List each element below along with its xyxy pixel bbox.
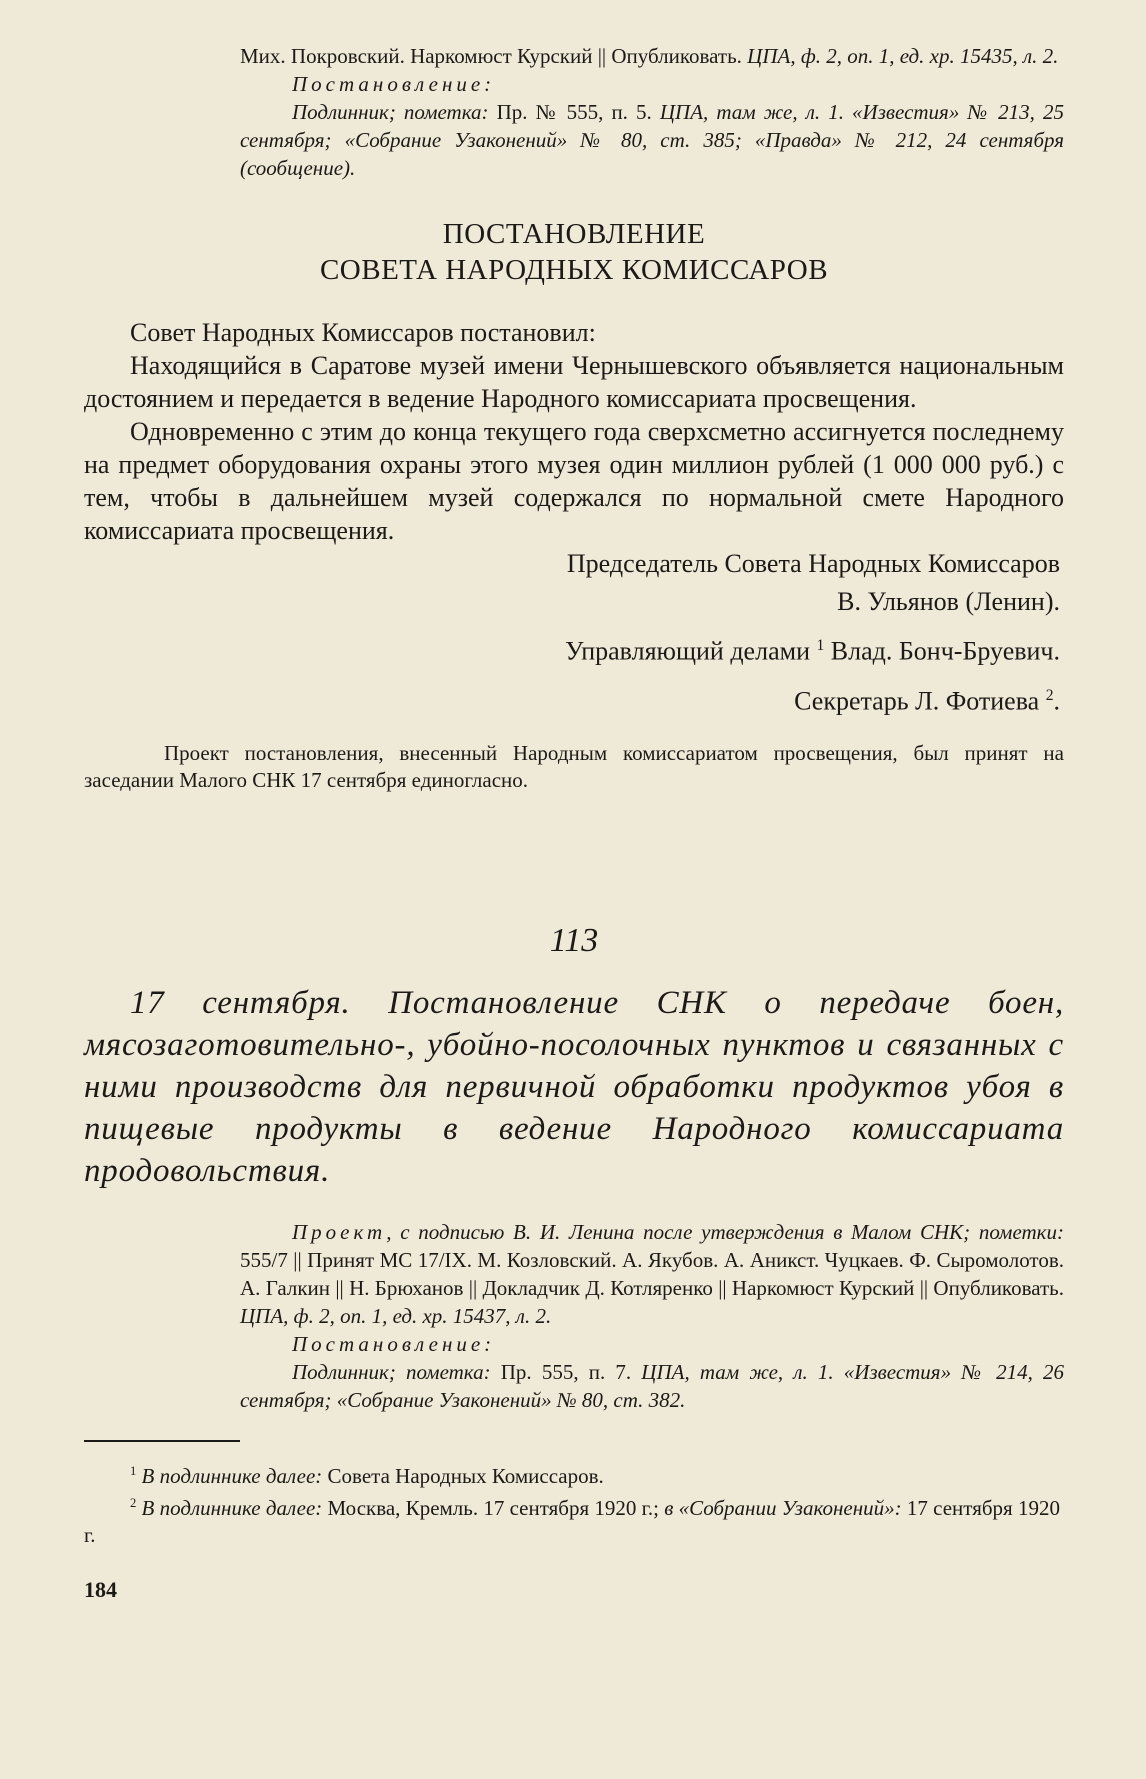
decree-body bbox=[84, 316, 1064, 547]
footnote-ref-1: 1 bbox=[816, 637, 825, 654]
signature-secretary: Секретарь Л. Фотиева $^2$. bbox=[794, 686, 1060, 716]
footnote-divider bbox=[84, 1440, 240, 1442]
post-label: Постановление: bbox=[292, 72, 496, 96]
decree-paragraph-2: Находящийся в Саратове музей имени Чернышевского объявляется национальным достоянием и передается в ведение Народного комиссариата просвещения. bbox=[84, 351, 1064, 413]
footnote-1: $^1$ В подлиннике далее: Совета Народных Комиссаров. bbox=[130, 1464, 604, 1489]
footnote-2: $^2$ В подлиннике далее: Москва, Кремль. 17 сентября 1920 г.; в «Собрании Узаконений»: 17 сентября 1920 г. bbox=[84, 1496, 1060, 1548]
book-page bbox=[84, 42, 1064, 1603]
post-label-113: Постановление: bbox=[292, 1332, 496, 1357]
orig-text: Пр. № 555, п. 5. bbox=[488, 100, 660, 124]
title-line1: ПОСТАНОВЛЕНИЕ bbox=[442, 218, 706, 250]
footnotes bbox=[84, 1458, 1064, 1549]
orig-label: Подлинник; пометка: bbox=[292, 100, 489, 124]
notes-line1: Мих. Покровский. Наркомюст Курский || Опубликовать. bbox=[240, 44, 748, 68]
title-line2: СОВЕТА НАРОДНЫХ КОМИССАРОВ bbox=[319, 254, 829, 286]
project-label: Проект bbox=[292, 1220, 387, 1245]
document-heading: 17 сентября. Постановление СНК о передаче боен, мясозаготовительно-, убойно-посолочных пунктов и связанных с ними производств для первичной обработки продуктов убоя в пищевые продукты в ведение Народного комиссариата продовольствия. bbox=[84, 985, 1064, 1190]
signature-manager: Управляющий делами $^1$ Влад. Бонч-Бруевич. bbox=[565, 636, 1060, 666]
signatures bbox=[84, 547, 1060, 718]
signature-chairman-name: В. Ульянов (Ленин). bbox=[837, 587, 1060, 616]
decree-paragraph-3: Одновременно с этим до конца текущего года сверхсметно ассигнуется последнему на предмет оборудования охраны этого музея один миллион рублей (1 000 000 руб.) с тем, чтобы в дальнейшем музей содержался по нормальной смете Народного комиссариата просвещения. bbox=[84, 417, 1064, 545]
decree-title bbox=[84, 216, 1064, 288]
document-number: 113 bbox=[549, 922, 599, 960]
page-number: 184 bbox=[84, 1577, 117, 1603]
signature-chairman-title: Председатель Совета Народных Комиссаров bbox=[566, 549, 1060, 578]
archive-notes-top bbox=[240, 42, 1064, 182]
notes-line1-archive: ЦПА, ф. 2, оп. 1, ед. хр. 15435, л. 2. bbox=[747, 44, 1059, 68]
archive-notes-113: Проект, с подписью В. И. Ленина после утверждения в Малом СНК; пометки: 555/7 || Принят МС 17/IX. М. Козловский. А. Якубов. А. Аникст. Чуцкаев. Ф. Сыромолотов. А. Галкин || Н. Брюханов || Докладчик Д. Котляренко || Наркомюст Курский || Опубликовать. ЦПА, ф. 2, оп. 1, ед. хр. 15437, л. 2. Постановление: Подлинник; пометка: Пр. 555, п. 7. ЦПА, там же, л. 1. «Известия» № 214, 26 сентября; «Собрание Узаконений» № 80, ст. 382. bbox=[240, 1220, 1064, 1413]
orig-ital: ЦПА, там же, л. 1. «Известия» № 213, 25 сентября; «Собрание Узаконений» № 80, ст. 385; «Правда» № 212, 24 сентября (сообщение). bbox=[240, 100, 1064, 180]
editorial-commentary: Проект постановления, внесенный Народным комиссариатом просвещения, был принят на заседании Малого СНК 17 сентября единогласно. bbox=[84, 741, 1064, 793]
footnote-ref-2: 2 bbox=[1045, 686, 1054, 704]
decree-paragraph-1: Совет Народных Комиссаров постановил: bbox=[130, 318, 596, 347]
